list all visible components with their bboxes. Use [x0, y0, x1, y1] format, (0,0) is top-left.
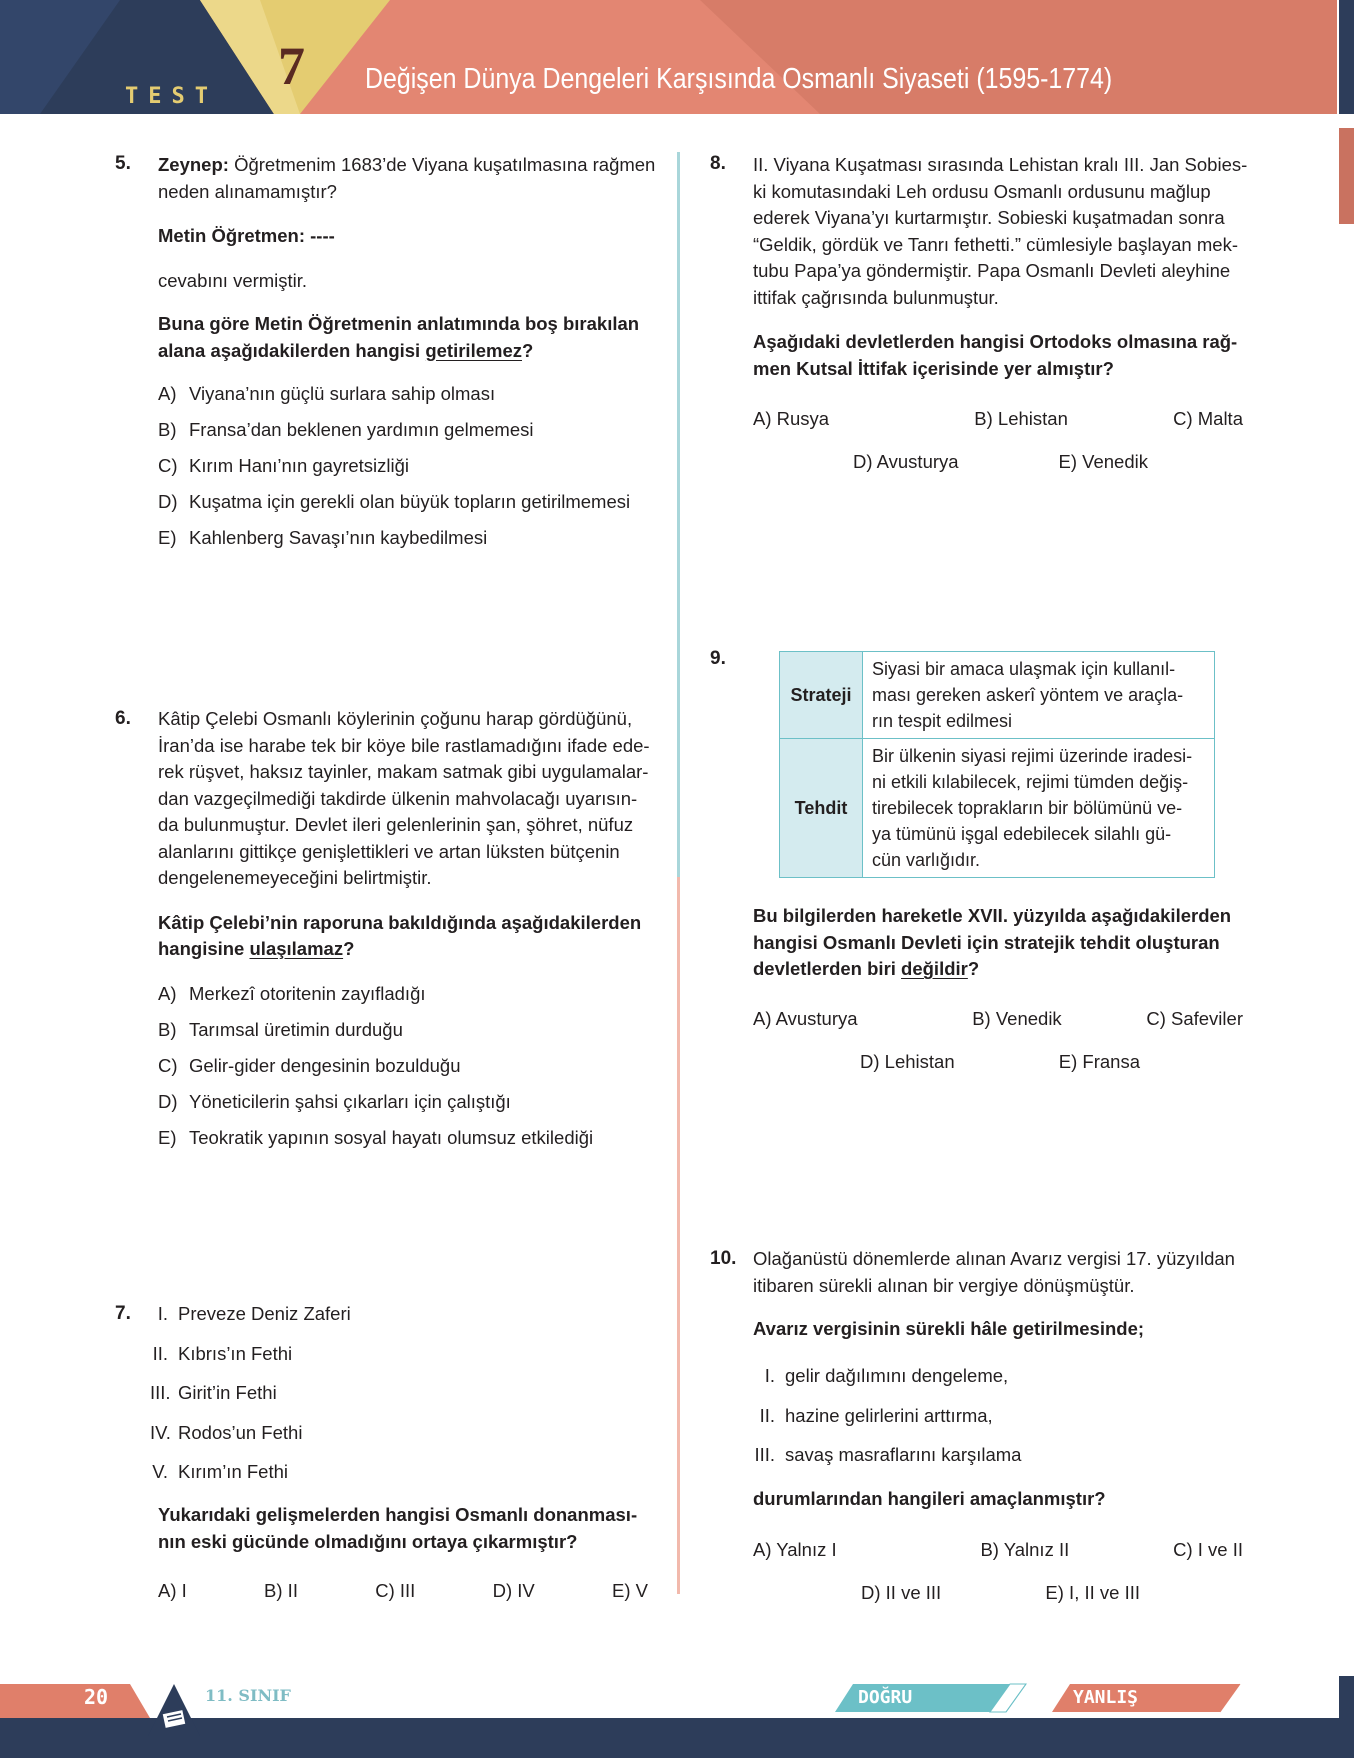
q10-option-b[interactable]: B) Yalnız II — [980, 1539, 1070, 1560]
header-right-strip — [1339, 0, 1354, 114]
q7-question-line1: Yukarıdaki gelişmelerden hangisi Osmanlı donanması- — [158, 1504, 638, 1525]
q9-question — [753, 903, 1263, 983]
q6-options — [158, 981, 663, 1152]
item-text: savaş masraflarını karşılama — [785, 1444, 1022, 1465]
q10-items — [745, 1363, 1205, 1482]
option-letter: C) — [158, 455, 178, 476]
q10-option-c[interactable]: C) I ve II — [1173, 1539, 1243, 1560]
question-8 — [753, 152, 1263, 382]
q5-question-pre: alana aşağıdakilerden hangisi — [158, 339, 426, 361]
option-letter: D) — [158, 1090, 178, 1112]
q9-question-line1: Bu bilgilerden hareketle XVII. yüzyılda aşağıdakilerden — [753, 905, 1232, 926]
q9-option-b[interactable]: B) Venedik — [972, 1008, 1062, 1029]
question-10 — [753, 1246, 1263, 1343]
q10-options-row2 — [861, 1582, 1140, 1604]
wrong-count-label[interactable]: YANLIŞ — [1073, 1687, 1139, 1708]
q8-option-e[interactable]: E) Venedik — [1058, 451, 1148, 472]
q8-line: II. Viyana Kuşatması sırasında Lehistan kralı III. Jan Sobies- — [753, 154, 1248, 175]
q9-question-post: ? — [967, 958, 980, 979]
q6-option-d[interactable] — [158, 1089, 663, 1116]
option-text: Merkezî otoritenin zayıfladığı — [189, 982, 426, 1004]
q6-question-underlined: ulaşılamaz — [249, 938, 344, 959]
q8-question-line2: men Kutsal İttifak içerisinde yer almıştır? — [753, 357, 1114, 379]
item-text: hazine gelirlerini arttırma, — [785, 1404, 993, 1426]
q8-line: ki komutasındaki Leh ordusu Osmanlı ordusunu mağlup — [753, 180, 1211, 202]
definition-line: ni etkili kılabilecek, rejimi tümden değiş- — [872, 772, 1189, 792]
q6-line: alanlarını gittikçe genişlettikleri ve artan lüksten bütçenin — [158, 840, 620, 862]
q8-line: ederek Viyana’yı kurtarmıştır. Sobieski kuşatmadan sonra — [753, 207, 1225, 228]
q7-item — [150, 1459, 660, 1486]
roman-numeral: III. — [754, 1444, 775, 1465]
option-letter: E) — [158, 1126, 177, 1148]
q6-line: rek rüşvet, haksız tayinler, makam satmak gibi uygulamalar- — [158, 761, 649, 782]
q8-line: tubu Papa’ya göndermiştir. Papa Osmanlı Devleti aleyhine — [753, 260, 1231, 281]
q9-options-row2 — [860, 1051, 1140, 1073]
option-letter: A) — [158, 982, 177, 1004]
option-letter: D) — [158, 491, 178, 512]
q6-question-pre: hangisine — [158, 938, 250, 959]
q7-item — [150, 1341, 660, 1368]
definition-line: ması gereken askerî yöntem ve araçla- — [872, 685, 1184, 705]
definition-line: tirebilecek toprakların bir bölümünü ve- — [872, 798, 1183, 818]
term-cell: Strateji — [780, 652, 863, 739]
q9-option-a[interactable]: A) Avusturya — [753, 1008, 858, 1029]
q7-option-b[interactable]: B) II — [264, 1580, 298, 1601]
column-divider-bottom — [677, 877, 680, 1594]
q8-question-line1: Aşağıdaki devletlerden hangisi Ortodoks olmasına rağ- — [753, 331, 1238, 352]
option-text: Yöneticilerin şahsi çıkarları için çalıştığı — [189, 1090, 511, 1112]
q5-line1: Öğretmenim 1683’de Viyana kuşatılmasına rağmen — [228, 154, 656, 175]
roman-numeral: II. — [152, 1342, 168, 1364]
book-icon — [146, 1682, 202, 1738]
q6-line: İran’da ise harabe tek bir köye bile rastlamadığını ifade ede- — [158, 734, 650, 756]
table-row — [780, 739, 1215, 878]
roman-numeral: I. — [157, 1303, 168, 1324]
correct-count-label[interactable]: DOĞRU — [858, 1687, 913, 1708]
option-letter: A) — [158, 383, 177, 404]
item-text: Kıbrıs’ın Fethi — [178, 1342, 293, 1364]
q9-question-pre: devletlerden biri — [753, 958, 902, 979]
definition-line: ya tümünü işgal edebilecek silahlı gü- — [872, 824, 1172, 844]
q6-question-line1: Kâtip Çelebi’nin raporuna bakıldığında aşağıdakilerden — [158, 911, 642, 933]
q10-item — [745, 1442, 1205, 1469]
q10-options-row1 — [753, 1539, 1243, 1561]
q9-number: 9. — [710, 648, 726, 669]
option-letter: E) — [158, 527, 177, 548]
definition-line: rın tespit edilmesi — [872, 711, 1013, 731]
q10-question — [753, 1486, 1263, 1513]
q7-option-d[interactable]: D) IV — [492, 1580, 535, 1601]
q6-line: Kâtip Çelebi Osmanlı köylerinin çoğunu harap gördüğünü, — [158, 708, 633, 729]
option-text: Kuşatma için gerekli olan büyük topların getirilmemesi — [189, 491, 631, 512]
q8-option-a[interactable]: A) Rusya — [753, 408, 830, 429]
roman-numeral: IV. — [150, 1421, 171, 1443]
q9-question-line2: hangisi Osmanlı Devleti için stratejik tehdit oluşturan — [753, 931, 1220, 953]
q10-question-text: durumlarından hangileri amaçlanmıştır? — [753, 1488, 1106, 1509]
q10-number: 10. — [710, 1248, 737, 1269]
q8-option-c[interactable]: C) Malta — [1173, 408, 1243, 429]
q5-option-a[interactable] — [158, 381, 658, 408]
q7-item — [150, 1301, 660, 1328]
q8-number: 8. — [710, 153, 726, 174]
item-text: gelir dağılımını dengeleme, — [785, 1365, 1009, 1386]
q8-options-row1 — [753, 408, 1243, 430]
definition-cell — [863, 739, 1215, 878]
test-number: 7 — [278, 36, 305, 96]
item-text: Preveze Deniz Zaferi — [178, 1303, 351, 1324]
option-text: Tarımsal üretimin durduğu — [189, 1018, 403, 1040]
item-text: Girit’in Fethi — [178, 1382, 277, 1403]
q7-options — [158, 1580, 648, 1602]
header-bar — [0, 0, 1337, 114]
option-text: Gelir-gider dengesinin bozulduğu — [189, 1054, 461, 1076]
roman-numeral: II. — [759, 1404, 775, 1426]
q5-question-post: ? — [522, 339, 534, 361]
roman-numeral: III. — [150, 1382, 171, 1403]
roman-numeral: I. — [764, 1365, 775, 1386]
q9-option-c[interactable]: C) Safeviler — [1146, 1008, 1243, 1029]
definition-line: Bir ülkenin siyasi rejimi üzerinde iradesi- — [872, 746, 1193, 766]
q9-definition-table — [779, 651, 1215, 878]
test-label: TEST — [125, 84, 218, 109]
option-text: Fransa’dan beklenen yardımın gelmemesi — [189, 419, 534, 440]
q5-option-c[interactable] — [158, 453, 658, 480]
q8-line: “Geldik, gördük ve Tanrı fethetti.” cümlesiyle başlayan mek- — [753, 233, 1238, 255]
question-6 — [158, 706, 663, 1161]
option-text: Kahlenberg Savaşı’nın kaybedilmesi — [189, 527, 488, 548]
q5-number: 5. — [115, 153, 131, 174]
q10-item — [745, 1403, 1205, 1430]
logo-badge — [146, 1682, 202, 1738]
side-tab — [1339, 128, 1354, 224]
q8-option-b[interactable]: B) Lehistan — [974, 408, 1068, 429]
definition-line: cün varlığıdır. — [872, 850, 981, 870]
q7-option-c[interactable]: C) III — [375, 1580, 416, 1601]
roman-numeral: V. — [152, 1461, 168, 1482]
q5-option-e[interactable] — [158, 525, 658, 552]
page-number: 20 — [84, 1685, 109, 1709]
q7-question-line2: nın eski gücünde olmadığını ortaya çıkarmıştır? — [158, 1530, 578, 1552]
q5-option-b[interactable] — [158, 417, 658, 444]
q8-options-row2 — [853, 451, 1148, 473]
q7-question — [158, 1502, 663, 1555]
q6-question-post: ? — [343, 938, 355, 959]
option-letter: C) — [158, 1054, 178, 1076]
term-cell: Tehdit — [780, 739, 863, 878]
q9-option-e[interactable]: E) Fransa — [1058, 1051, 1140, 1072]
q6-option-a[interactable] — [158, 981, 663, 1008]
definition-cell — [863, 652, 1215, 739]
q5-question-line1: Buna göre Metin Öğretmenin anlatımında boş bırakılan — [158, 313, 640, 334]
q6-option-b[interactable] — [158, 1017, 663, 1044]
option-letter: B) — [158, 419, 177, 440]
question-5 — [158, 152, 658, 561]
option-text: Kırım Hanı’nın gayretsizliği — [189, 455, 410, 476]
q6-option-c[interactable] — [158, 1053, 663, 1080]
item-text: Kırım’ın Fethi — [178, 1461, 288, 1482]
q10-line2: itibaren sürekli alınan bir vergiye dönüşmüştür. — [753, 1274, 1135, 1296]
page-title: Değişen Dünya Dengeleri Karşısında Osmanlı Siyaseti (1595-1774) — [365, 63, 1113, 95]
table-row — [780, 652, 1215, 739]
option-text: Teokratik yapının sosyal hayatı olumsuz etkilediği — [189, 1126, 594, 1148]
q10-option-d[interactable]: D) II ve III — [861, 1582, 942, 1603]
q10-item — [745, 1363, 1205, 1390]
q8-line: ittifak çağrısında bulunmuştur. — [753, 286, 999, 308]
q9-question-underlined: değildir — [901, 958, 968, 979]
q6-line: dengelenemeyeceğini belirtmiştir. — [158, 867, 432, 888]
item-text: Rodos’un Fethi — [178, 1421, 303, 1443]
q10-option-a[interactable]: A) Yalnız I — [753, 1539, 837, 1560]
q5-speaker-1: Zeynep: — [158, 154, 229, 175]
q5-reply: cevabını vermiştir. — [158, 269, 308, 291]
q7-item — [150, 1420, 660, 1447]
q5-line2: neden alınamamıştır? — [158, 180, 337, 202]
q10-option-e[interactable]: E) I, II ve III — [1045, 1582, 1140, 1603]
q6-line: da bulunmuştur. Devlet ileri gelenlerinin şan, şöhret, nüfuz — [158, 814, 634, 835]
grade-label: 11. SINIF — [205, 1686, 291, 1705]
q5-option-d[interactable] — [158, 489, 658, 516]
q7-option-a[interactable]: A) I — [158, 1580, 187, 1601]
q10-line1: Olağanüstü dönemlerde alınan Avarız vergisi 17. yüzyıldan — [753, 1248, 1235, 1269]
q9-options-row1 — [753, 1008, 1243, 1030]
q6-option-e[interactable] — [158, 1125, 663, 1152]
option-text: Viyana’nın güçlü surlara sahip olması — [189, 383, 496, 404]
option-letter: B) — [158, 1018, 177, 1040]
q9-option-d[interactable]: D) Lehistan — [860, 1051, 955, 1072]
q5-options — [158, 381, 658, 552]
q5-question-underlined: getirilemez — [425, 339, 522, 361]
q5-speaker-2: Metin Öğretmen: ---- — [158, 225, 335, 246]
column-divider-top — [677, 152, 680, 877]
question-7 — [150, 1301, 660, 1499]
definition-line: Siyasi bir amaca ulaşmak için kullanıl- — [872, 659, 1176, 679]
q7-number: 7. — [115, 1303, 131, 1324]
q10-stem: Avarız vergisinin sürekli hâle getirilmesinde; — [753, 1318, 1145, 1339]
q7-option-e[interactable]: E) V — [612, 1580, 648, 1601]
q7-item — [150, 1380, 660, 1407]
q6-line: dan vazgeçilmediği takdirde ülkenin mahvolacağı uyarısın- — [158, 787, 638, 809]
q6-number: 6. — [115, 708, 131, 729]
q8-option-d[interactable]: D) Avusturya — [853, 451, 959, 472]
